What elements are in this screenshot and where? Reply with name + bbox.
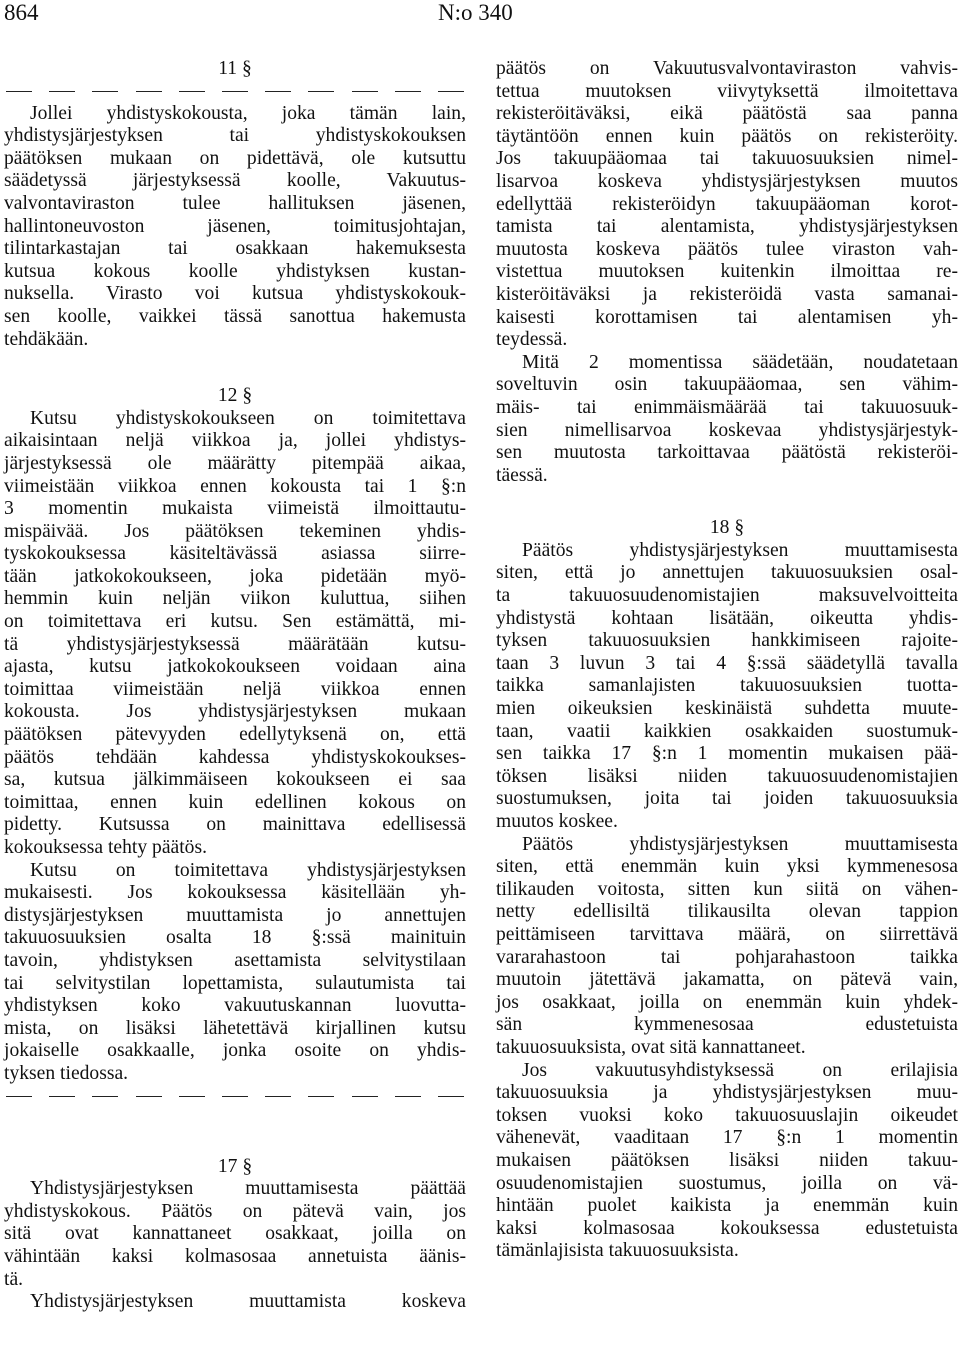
- right-column: [496, 58, 958, 1263]
- text-line: tä.: [4, 1268, 24, 1290]
- page-header: [0, 0, 960, 36]
- text-line: hallintoneuvoston jäsenen, toimitusjohtajan,: [4, 215, 466, 237]
- text-line: sen muutosta tarkoittavaa päätöstä rekisteröi-: [496, 442, 958, 464]
- text-line: mispäivää. Jos päätöksen tekeminen yhdis-: [4, 520, 466, 542]
- section-18-heading: 18 §: [709, 517, 745, 539]
- section-17-heading: 17 §: [217, 1155, 253, 1177]
- text-line: Kutsu on toimitettava yhdistysjärjestyksen: [30, 859, 466, 881]
- text-line: tään jatkokokoukseen, joka pidetään myö-: [4, 565, 466, 587]
- text-line: kutsua kokous koolle yhdistyksen kustan-: [4, 260, 466, 282]
- text-line: lisarvoa koskeva yhdistysjärjestyksen muutos: [496, 170, 958, 192]
- text-line: siten, että enemmän kuin yksi kymmenesosa: [496, 856, 958, 878]
- text-line: rekisteröitäväksi, eikä päätöstä saa panna: [496, 103, 958, 125]
- section-17-paragraph-1: [4, 1178, 466, 1291]
- text-line: päätös on Vakuutusvalvontaviraston vahvis-: [496, 58, 958, 79]
- text-line: tilintarkastajan tai osakkaan hakemuksesta: [4, 238, 466, 260]
- text-line: on toimitettava eri kutsu. Sen estämättä, mi-: [4, 611, 466, 633]
- text-line: teydessä.: [496, 329, 568, 351]
- text-line: täytäntöön ennen kuin päätös on rekisteröity.: [496, 125, 958, 147]
- text-line: mien oikeuksien keskinäistä suhdetta muute-: [496, 698, 958, 720]
- text-line: tamista tai alentamista, yhdistysjärjestyksen: [496, 216, 958, 238]
- text-line: vähenevät, vaaditaan 17 §:n 1 momentin: [496, 1127, 958, 1149]
- text-line: mukaisen päätöksen lisäksi niiden takuu-: [496, 1149, 958, 1171]
- text-line: aikaisintaan neljä viikkoa ja, jollei yhdistys-: [4, 430, 466, 452]
- text-line: toimittaa viimeistään neljä viikkoa ennen: [4, 678, 466, 700]
- text-line: edellyttää rekisteröidyn takuupääoman korot-: [496, 193, 958, 215]
- section-18-paragraph-2: [496, 834, 958, 1060]
- text-line: vähintään kaksi kolmasosaa annetuista äänis-: [4, 1245, 466, 1267]
- text-line: peittämiseen tarvittava määrä, on siirrettävä: [496, 923, 958, 945]
- text-line: päätöksen mukaan on pidettävä, ole kutsuttu: [4, 147, 466, 169]
- text-line: suostumuksen, joita tai joiden takuuosuuksia: [496, 788, 958, 810]
- text-line: soveltuvin osin takuupääomaa, sen vähim-: [496, 374, 958, 396]
- text-line: mäis- tai enimmäismäärää tai takuuosuuk-: [496, 396, 958, 418]
- section-18-paragraph-3: [496, 1060, 958, 1263]
- text-line: muutos koskee.: [496, 811, 618, 832]
- text-line: Jos takuupääomaa tai takuuosuuksien nimel-: [496, 148, 958, 170]
- text-line: päätöksen pätevyyden edellytyksenä on, että: [4, 724, 466, 746]
- text-line: vistettua muutoksen kuitenkin ilmoittaa re-: [496, 261, 958, 283]
- text-line: tämänlajisista takuuosuuksista.: [496, 1240, 739, 1262]
- text-line: netty edellisiltä tilikausilta olevan tappion: [496, 901, 958, 923]
- text-line: toksen vuoksi koko takuuosuuslajin oikeudet: [496, 1104, 958, 1126]
- text-line: mista, on lisäksi lähetettävä kirjallinen kutsu: [4, 1017, 466, 1039]
- text-line: taan 3 luvun 3 tai 4 §:ssä säädetyllä tavalla: [496, 652, 958, 674]
- text-line: toimittaa, ennen kuin edellinen kokous on: [4, 791, 466, 813]
- text-line: Yhdistysjärjestyksen muuttamista koskeva: [30, 1291, 466, 1313]
- text-line: säädetyssä järjestyksessä koolle, Vakuutus-: [4, 170, 466, 192]
- text-line: sien nimellisarvoa koskevaa yhdistysjärjestyk-: [496, 419, 958, 441]
- text-line: kokousta. Jos yhdistysjärjestyksen mukaan: [4, 701, 466, 723]
- text-line: järjestyksessä ole määrätty pitempää aikaa,: [4, 452, 466, 474]
- issue-number: N:o 340: [438, 0, 513, 25]
- text-line: tavoin, yhdistyksen asettamista selvitystilaan: [4, 949, 466, 971]
- text-line: kaisesti korottamisen tai alentamisen yh-: [496, 306, 958, 328]
- text-line: taan, vaatii kaikkien osakkaiden suostumuk-: [496, 720, 958, 742]
- text-line: Mitä 2 momentissa säädetään, noudatetaan: [522, 351, 958, 373]
- text-line: viimeistään viikkoa ennen kokousta tai 1 §:n: [4, 475, 466, 497]
- text-line: Päätös yhdistysjärjestyksen muuttamisesta: [522, 833, 958, 855]
- text-line: muutosta koskeva päätös tulee viraston vah-: [496, 238, 958, 260]
- text-line: töksen lisäksi niiden takuuosuudenomistajien: [496, 765, 958, 787]
- omission-dashes: [4, 81, 466, 103]
- text-line: tilikauden voitosta, sitten kun siitä on vähen-: [496, 878, 958, 900]
- omission-dashes: [4, 1086, 466, 1108]
- text-line: distysjärjestyksen muuttamista jo annettujen: [4, 904, 466, 926]
- text-line: sa, kutsua jälkimmäiseen kokoukseen ei saa: [4, 769, 466, 791]
- text-line: osuudenomistajien suostumus, joilla on vä-: [496, 1172, 958, 1194]
- text-line: yhdistystä kohtaan lisätään, oikeutta yhdis-: [496, 607, 958, 629]
- text-line: yhdistyskokous. Päätös on pätevä vain, jos: [4, 1200, 466, 1222]
- text-line: mukaisesti. Jos kokouksessa käsitellään yh-: [4, 882, 466, 904]
- text-line: sen koolle, vaikkei tässä sanottua hakemusta: [4, 305, 466, 327]
- text-line: muutoin jätettävä jakamatta, on pätevä vain,: [496, 969, 958, 991]
- section-18-paragraph-1: [496, 540, 958, 834]
- text-line: yhdistyksen koko vakuutuskannan luovutta-: [4, 995, 466, 1017]
- text-line: taikka samanlajisten takuuosuuksien tuotta-: [496, 675, 958, 697]
- text-line: hemmin kuin neljän viikon kuluttua, siihen: [4, 588, 466, 610]
- text-line: hintään puolet kaikista ja enemmän kuin: [496, 1195, 958, 1217]
- text-line: tettua muutoksen viivytyksettä ilmoitettava: [496, 80, 958, 102]
- section-12-paragraph-2: [4, 860, 466, 1086]
- text-line: vararahastoon tai pohjarahastoon taikka: [496, 946, 958, 968]
- text-line: ta takuuosuudenomistajien maksuvelvoitteita: [496, 585, 958, 607]
- text-line: päätös tehdään kahdessa yhdistyskokoukses-: [4, 746, 466, 768]
- section-11-heading: 11 §: [218, 58, 252, 79]
- page-number: 864: [4, 0, 39, 25]
- text-line: nuksella. Virasto voi kutsua yhdistyskokouk-: [4, 283, 466, 305]
- text-line: Päätös yhdistysjärjestyksen muuttamisesta: [522, 539, 958, 561]
- text-line: täessä.: [496, 464, 548, 486]
- section-12-heading: 12 §: [217, 385, 253, 407]
- text-line: Jollei yhdistyskokousta, joka tämän lain,: [30, 102, 466, 124]
- text-line: Jos vakuutusyhdistyksessä on erilajisia: [522, 1059, 958, 1081]
- text-line: 3 momentin mukaista viimeistä ilmoittautu-: [4, 498, 466, 520]
- text-line: tyksen takuuosuuksien hankkimiseen rajoite-: [496, 630, 958, 652]
- text-line: sän kymmenesosaa edustetuista: [496, 1014, 958, 1036]
- text-line: tä yhdistysjärjestyksessä määrätään kutsu-: [4, 633, 466, 655]
- text-line: pidetty. Kutsussa on mainittava edellisessä: [4, 814, 466, 836]
- text-line: kaksi kolmasosaa kokouksessa edustetuista: [496, 1217, 958, 1239]
- text-line: tehdäkään.: [4, 328, 89, 350]
- text-line: Yhdistysjärjestyksen muuttamisesta päättää: [30, 1178, 466, 1200]
- right-paragraph-1: [496, 58, 958, 352]
- section-17-paragraph-2: [4, 1291, 466, 1314]
- text-line: tyksen tiedossa.: [4, 1062, 129, 1084]
- section-12-paragraph-1: [4, 408, 466, 860]
- text-line: kokouksessa tehty päätös.: [4, 837, 207, 858]
- section-11-text: [4, 103, 466, 352]
- text-line: ajasta, kutsu jatkokokoukseen voidaan aina: [4, 656, 466, 678]
- left-column: [4, 58, 466, 1314]
- text-line: sen taikka 17 §:n 1 momentin mukaisen pää-: [496, 743, 958, 765]
- text-line: jos osakkaat, joilla on enemmän kuin yhdek-: [496, 991, 958, 1013]
- text-line: kisteröitäväksi ja rekisteröidä vasta samanai-: [496, 283, 958, 305]
- text-line: tai selvitystilan lopettamista, sulautumista tai: [4, 972, 466, 994]
- text-line: takuuosuuksien osalta 18 §:ssä mainituin: [4, 927, 466, 949]
- text-line: valvontaviraston tulee hallituksen jäsenen,: [4, 192, 466, 214]
- right-paragraph-2: [496, 352, 958, 488]
- text-line: Kutsu yhdistyskokoukseen on toimitettava: [30, 407, 466, 429]
- text-line: jokaiselle osakkaalle, jonka osoite on yhdis-: [4, 1040, 466, 1062]
- text-line: takuuosuuksia ja yhdistysjärjestyksen muu-: [496, 1082, 958, 1104]
- text-line: siten, että jo annettujen takuuosuuksien osal-: [496, 562, 958, 584]
- text-line: sitä ovat kannattaneet osakkaat, joilla on: [4, 1223, 466, 1245]
- text-line: yhdistysjärjestyksen tai yhdistyskokouksen: [4, 125, 466, 147]
- text-line: takuuosuuksista, ovat sitä kannattaneet.: [496, 1036, 806, 1058]
- text-line: tyskokouksessa käsiteltävässä asiassa siirre-: [4, 543, 466, 565]
